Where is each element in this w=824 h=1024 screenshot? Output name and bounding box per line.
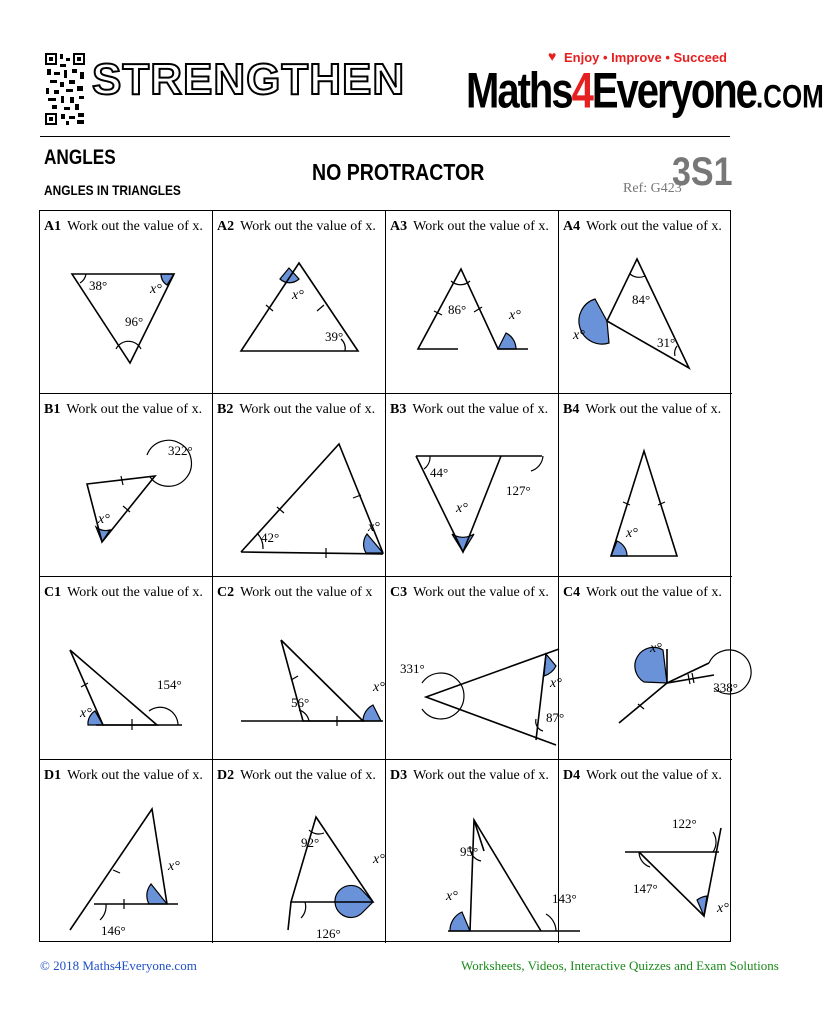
question-number: B3 bbox=[390, 402, 407, 417]
subtopic-heading: ANGLES IN TRIANGLES bbox=[44, 182, 181, 198]
logo-wordmark bbox=[466, 63, 824, 119]
question-text: Work out the value of x. bbox=[586, 219, 722, 234]
question-text: Work out the value of x. bbox=[66, 402, 203, 417]
unknown-angle-label: x° bbox=[368, 520, 380, 535]
triangle-diagram bbox=[559, 394, 732, 577]
question-text: Work out the value of x. bbox=[67, 219, 203, 234]
triangle-diagram bbox=[40, 211, 213, 394]
triangle-diagram bbox=[386, 211, 559, 394]
instruction-heading: NO PROTRACTOR bbox=[312, 159, 485, 185]
question-b1 bbox=[40, 394, 213, 577]
logo-com: .COM bbox=[755, 77, 824, 115]
angle-label: 126° bbox=[316, 926, 341, 941]
angle-label: 95° bbox=[460, 844, 479, 859]
triangle-diagram bbox=[40, 577, 213, 760]
qr-code[interactable] bbox=[44, 52, 86, 126]
question-number: D2 bbox=[217, 768, 235, 783]
question-text: Work out the value of x. bbox=[413, 585, 549, 600]
question-grid bbox=[39, 210, 738, 942]
question-number: C3 bbox=[390, 585, 408, 600]
question-number: C2 bbox=[217, 585, 235, 600]
unknown-angle-label: x° bbox=[446, 889, 458, 904]
question-number: C4 bbox=[563, 585, 581, 600]
question-number: A4 bbox=[563, 219, 581, 234]
unknown-angle-label: x° bbox=[168, 859, 180, 874]
unknown-angle-label: x° bbox=[373, 680, 385, 695]
angle-label: 96° bbox=[125, 314, 144, 329]
question-text: Work out the value of x. bbox=[67, 585, 203, 600]
question-d4 bbox=[559, 760, 732, 943]
question-number: A1 bbox=[44, 219, 62, 234]
header-divider bbox=[40, 136, 730, 137]
question-c1 bbox=[40, 577, 213, 760]
question-text: Work out the value of x. bbox=[412, 402, 549, 417]
angle-label: 154° bbox=[157, 677, 182, 692]
triangle-diagram bbox=[40, 760, 213, 943]
unknown-angle-label: x° bbox=[373, 852, 385, 867]
reference-label: Ref: G423 bbox=[623, 181, 682, 196]
angle-label: 331° bbox=[400, 661, 425, 676]
unknown-angle-label: x° bbox=[573, 328, 585, 343]
angle-label: 38° bbox=[89, 278, 108, 293]
triangle-diagram bbox=[559, 760, 732, 943]
question-b3 bbox=[386, 394, 559, 577]
unknown-angle-label: x° bbox=[550, 676, 562, 691]
angle-label: 87° bbox=[546, 710, 565, 725]
angle-label: 147° bbox=[633, 881, 658, 896]
triangle-diagram bbox=[386, 577, 565, 760]
question-a2 bbox=[213, 211, 386, 394]
unknown-angle-label: x° bbox=[80, 706, 92, 721]
logo-four: 4 bbox=[571, 63, 592, 119]
triangle-diagram bbox=[213, 577, 386, 760]
question-text: Work out the value of x. bbox=[240, 219, 376, 234]
triangle-diagram bbox=[213, 394, 386, 577]
logo-everyone: Everyone bbox=[591, 63, 756, 119]
question-c4 bbox=[559, 577, 738, 760]
question-text: Work out the value of x. bbox=[67, 768, 203, 783]
triangle-diagram bbox=[213, 760, 386, 943]
triangle-diagram bbox=[40, 394, 213, 577]
unknown-angle-label: x° bbox=[150, 282, 162, 297]
question-text: Work out the value of x. bbox=[586, 585, 722, 600]
resources-link[interactable]: Worksheets, Videos, Interactive Quizzes and Exam Solutions bbox=[461, 958, 779, 973]
question-text: Work out the value of x. bbox=[586, 768, 722, 783]
angle-label: 338° bbox=[713, 680, 738, 695]
heart-icon: ♥ bbox=[548, 50, 557, 65]
unknown-angle-label: x° bbox=[509, 308, 521, 323]
question-d2 bbox=[213, 760, 386, 943]
angle-label: 122° bbox=[672, 816, 697, 831]
question-number: B2 bbox=[217, 402, 234, 417]
angle-label: 322° bbox=[168, 443, 193, 458]
question-c2 bbox=[213, 577, 386, 760]
angle-label: 146° bbox=[101, 923, 126, 938]
unknown-angle-label: x° bbox=[626, 526, 638, 541]
topic-heading: ANGLES bbox=[44, 146, 116, 169]
question-number: B4 bbox=[563, 402, 580, 417]
unknown-angle-label: x° bbox=[456, 501, 468, 516]
unknown-angle-label: x° bbox=[292, 288, 304, 303]
worksheet-level-title: STRENGTHEN bbox=[92, 55, 406, 104]
angle-label: 84° bbox=[632, 292, 651, 307]
question-text: Work out the value of x bbox=[240, 585, 373, 600]
question-text: Work out the value of x. bbox=[240, 768, 376, 783]
question-number: D4 bbox=[563, 768, 581, 783]
question-a4 bbox=[559, 211, 732, 394]
copyright-link[interactable]: © 2018 Maths4Everyone.com bbox=[40, 958, 197, 973]
angle-label: 92° bbox=[301, 835, 320, 850]
triangle-diagram bbox=[559, 577, 738, 760]
angle-label: 143° bbox=[552, 891, 577, 906]
question-text: Work out the value of x. bbox=[413, 768, 549, 783]
question-number: A2 bbox=[217, 219, 235, 234]
unknown-angle-label: x° bbox=[650, 641, 662, 656]
angle-label: 86° bbox=[448, 302, 467, 317]
question-b4 bbox=[559, 394, 732, 577]
question-text: Work out the value of x. bbox=[585, 402, 722, 417]
question-number: A3 bbox=[390, 219, 408, 234]
question-d1 bbox=[40, 760, 213, 943]
question-a3 bbox=[386, 211, 559, 394]
question-a1 bbox=[40, 211, 213, 394]
angle-label: 39° bbox=[325, 329, 344, 344]
logo-maths: Maths bbox=[466, 63, 572, 119]
question-b2 bbox=[213, 394, 386, 577]
angle-label: 31° bbox=[657, 335, 676, 350]
question-number: D3 bbox=[390, 768, 408, 783]
question-number: C1 bbox=[44, 585, 62, 600]
angle-label: 127° bbox=[506, 483, 531, 498]
worksheet-code: 3S1 bbox=[672, 150, 733, 194]
angle-label: 44° bbox=[430, 465, 449, 480]
question-number: D1 bbox=[44, 768, 62, 783]
question-text: Work out the value of x. bbox=[239, 402, 376, 417]
logo-tagline: Enjoy • Improve • Succeed bbox=[564, 50, 727, 65]
question-text: Work out the value of x. bbox=[413, 219, 549, 234]
question-c3 bbox=[386, 577, 565, 760]
question-number: B1 bbox=[44, 402, 61, 417]
unknown-angle-label: x° bbox=[98, 512, 110, 527]
maths4everyone-logo[interactable] bbox=[466, 48, 824, 128]
triangle-diagram bbox=[213, 211, 386, 394]
triangle-diagram bbox=[386, 394, 559, 577]
triangle-diagram bbox=[559, 211, 732, 394]
unknown-angle-label: x° bbox=[717, 901, 729, 916]
angle-label: 42° bbox=[261, 530, 280, 545]
angle-label: 56° bbox=[291, 695, 310, 710]
